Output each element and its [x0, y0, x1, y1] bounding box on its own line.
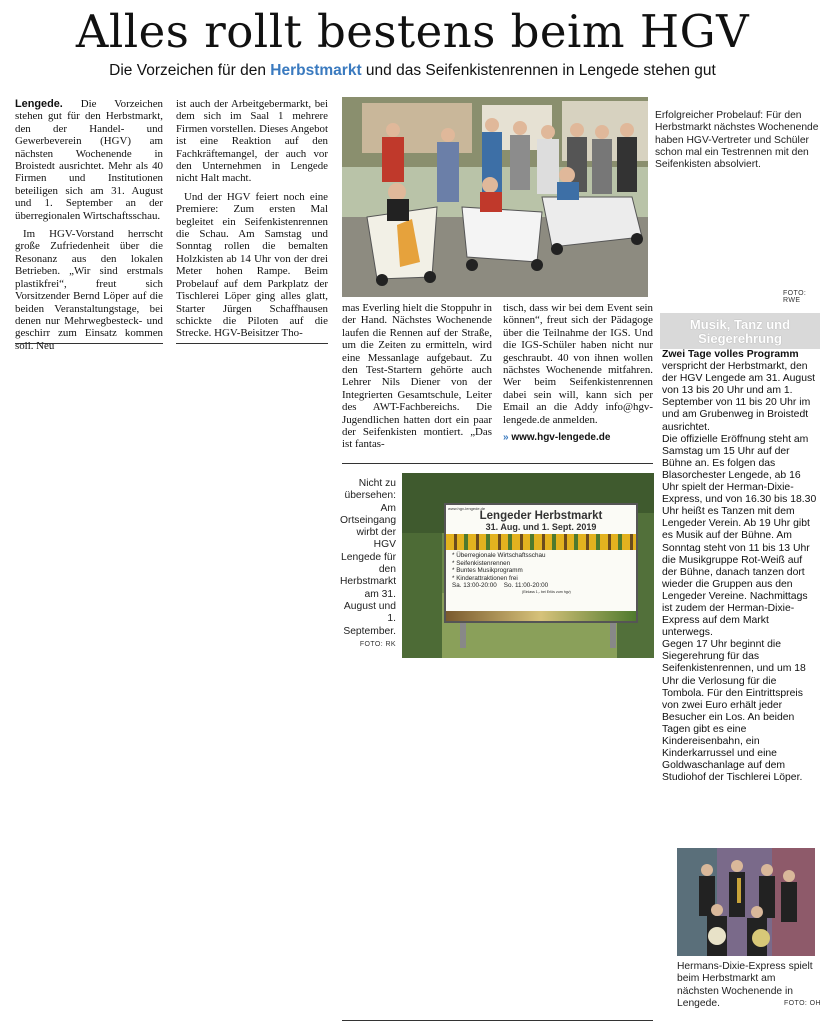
- soapbox-photo-image: [342, 97, 648, 297]
- sign-sunflowers: [446, 534, 636, 550]
- bottom-rule: [342, 1020, 653, 1021]
- col34-rule: [342, 463, 653, 464]
- sign-item: * Seifenkistenrennen: [452, 559, 511, 567]
- subline-after: und das Seifenkistenrennen in Lengede stehen gut: [361, 62, 716, 79]
- sign-title: Lengeder Herbstmarkt: [479, 510, 603, 522]
- band-caption-text: Hermans-Dixie-Express spielt beim Herbstmarkt am nächsten Wochenende in Lengede.: [677, 961, 813, 1009]
- headline: Alles rollt bestens beim HGV: [75, 5, 750, 58]
- photo1-caption-text: Erfolgreicher Probelauf: Für den Herbstmarkt nächstes Wochenende haben HGV-Vertreter und Schüler schon mal ein Testrennen mit den Seifenkisten absolviert.: [655, 110, 819, 171]
- photo2-caption: [340, 478, 396, 651]
- sign-item: * Überregionale Wirtschaftsschau: [452, 552, 546, 559]
- column-2-rule: [176, 343, 328, 344]
- article-column-3: [342, 302, 492, 457]
- sidebar-p1: verspricht der Herbstmarkt, den der HGV Lengede am 31. August von 13 bis 20 Uhr und am 1. September von 11 bis 20 Uhr im und am Grubenweg in Broistedt ausrichtet.: [662, 361, 816, 433]
- article-column-1: [15, 98, 163, 358]
- photo2-caption-text: Nicht zu übersehen: Am Ortseingang wirbt der HGV Lengede für den Herbstmarkt am 31. August und 1. September.: [340, 478, 397, 637]
- photo1-credit: FOTO: RWE: [783, 290, 807, 304]
- sign-bottom-strip: [446, 611, 636, 621]
- sign-small: (Einlass 1,- bei Erlös zum hgv): [522, 589, 571, 594]
- photo1-caption: [655, 110, 821, 171]
- photo2-credit: FOTO: RK: [359, 640, 396, 648]
- column-1-rule: [15, 343, 163, 344]
- subline-accent: Herbstmarkt: [270, 62, 362, 79]
- sign-board: [444, 503, 638, 623]
- weblink[interactable]: » www.hgv-lengede.de: [503, 432, 611, 444]
- band-photo-image: [677, 848, 815, 956]
- col4-p1: tisch, dass wir bei dem Event sein können“, freut sich der Pädagoge über die Teilnahme der IGS. Und die IGS-Schüler haben nicht nur geschraubt. 40 von ihnen wollen nächstes Wochenende mitfahren. Wer beim Seifenkistenrennen dabei sein will, kann sich per Email an die Addy info@hgv-lengede.de anmelden.: [503, 302, 653, 426]
- sidebar-p2: Die offizielle Eröffnung steht am Samstag um 15 Uhr auf der Bühne an. Es folgen das Blasorchester Lengede, ab 16 Uhr spielt der Herman-Dixie-Express, und von 16.30 bis 18.30 Uhr heißt es Tanzen mit dem Lengeder Verein. Ab 19 Uhr gibt es Musik auf der Bühne. Am Sonntag steht von 11 bis 13 Uhr die Musikgruppe Rot-Weiß auf der Bühne, danach tanzen dort wieder die Gruppen aus den Lengeder Vereine. Nachmittags ist zudem der Herman-Dixie-Express auf dem Markt unterwegs.: [662, 433, 817, 639]
- col2-p2: Und der HGV feiert noch eine Premiere: Zum ersten Mal begleitet ein Seifenkistenrennen die Schau. Am Samstag und Sonntag rollen die bemalten Holzkisten ab 14 Uhr von der drei Meter hohen Rampe. Beim Probelauf auf dem Parkplatz der Tischlerei Löper ging alles glatt, Starter Jürgen Schaffhausen schickte die Piloten auf die Strecke. HGV-Beisitzer Tho-: [176, 190, 328, 340]
- sidebar-title: Musik, Tanz und Siegerehrung: [660, 313, 820, 349]
- sidebar-p3: Gegen 17 Uhr beginnt die Siegerehrung für das Seifenkistenrennen, und um 18 Uhr die Verlosung für die Tombola. Für den Eintrittspreis von zwei Euro erhält jeder Besucher ein Los. An beiden Tagen gibt es eine Kindereisenbahn, ein Kinderkarrussel und eine Goldwaschanlage auf dem Studiohof der Tischlerei Löper.: [662, 639, 806, 784]
- photo-soapbox-racers: [342, 97, 648, 297]
- sign-date: 31. Aug. und 1. Sept. 2019: [485, 522, 597, 532]
- article-column-4: [503, 302, 653, 444]
- col1-p1: Die Vorzeichen stehen gut für den Herbstmarkt, den der Handel- und Gewerbeverein (HGV) am nächsten Wochenende in Broistedt ausrichtet. Mehr als 40 Firmen und Institutionen beteiligen sich am 31. August und 1. September an der überregionalen Wirtschaftsschau.: [15, 98, 163, 222]
- col1-p2: Im HGV-Vorstand herrscht große Zufriedenheit über die Resonanz aus den lokalen Betrieben. „Wir sind erstmals plastikfrei“, freut sich Vorsitzender Bernd Löper auf die beiden Veranstaltungstage, bei denen nur Mehrwegbesteck- und geschirr zum Einsatz kommen soll. Neu: [15, 228, 163, 352]
- dateline: Lengede.: [15, 98, 63, 110]
- photo-dixie-band: [677, 848, 815, 956]
- col2-p1: ist auch der Arbeitgebermarkt, bei dem sich im Saal 1 mehrere Firmen vorstellen. Dieses Angebot ist eine Reaktion auf den Fachkräftemangel, der auch vor den Unternehmen in Lengede nicht Halt macht.: [176, 98, 328, 185]
- sidebar-box: [660, 313, 820, 784]
- band-photo-credit: FOTO: OH: [784, 1000, 821, 1007]
- col3-p1: mas Everling hielt die Stoppuhr in der Hand. Nächstes Wochenende laufen die Rennen auf der Straße, um die Zeiten zu ermitteln, wird eine Messanlage aufgebaut. Zu den Test-Startern gehörte auch Lehrer Nils Diener von der Integrierten Gesamtschule, Leiter des AWT-Fachbereichs. Die Jugendlichen hatten dort ein paar der Seifenkisten montiert. „Das ist fantas-: [342, 302, 492, 451]
- sidebar-body: [660, 349, 820, 784]
- weblink-text[interactable]: www.hgv-lengede.de: [511, 432, 611, 444]
- photo-herbstmarkt-sign: [402, 473, 654, 658]
- sign-items: [446, 552, 636, 595]
- sign-item: * Kinderattraktionen frei: [452, 574, 518, 582]
- sign-url: www.hgv-lengede.de: [448, 506, 486, 511]
- sidebar-lead: Zwei Tage volles Programm: [662, 349, 799, 360]
- subline-before: Die Vorzeichen für den: [109, 62, 271, 79]
- sign-item: * Buntes Musikprogramm: [452, 567, 523, 575]
- subline: [0, 62, 825, 80]
- sign-hours: Sa. 13:00-20:00 So. 11:00-20:00: [452, 582, 549, 590]
- article-column-2: [176, 98, 328, 346]
